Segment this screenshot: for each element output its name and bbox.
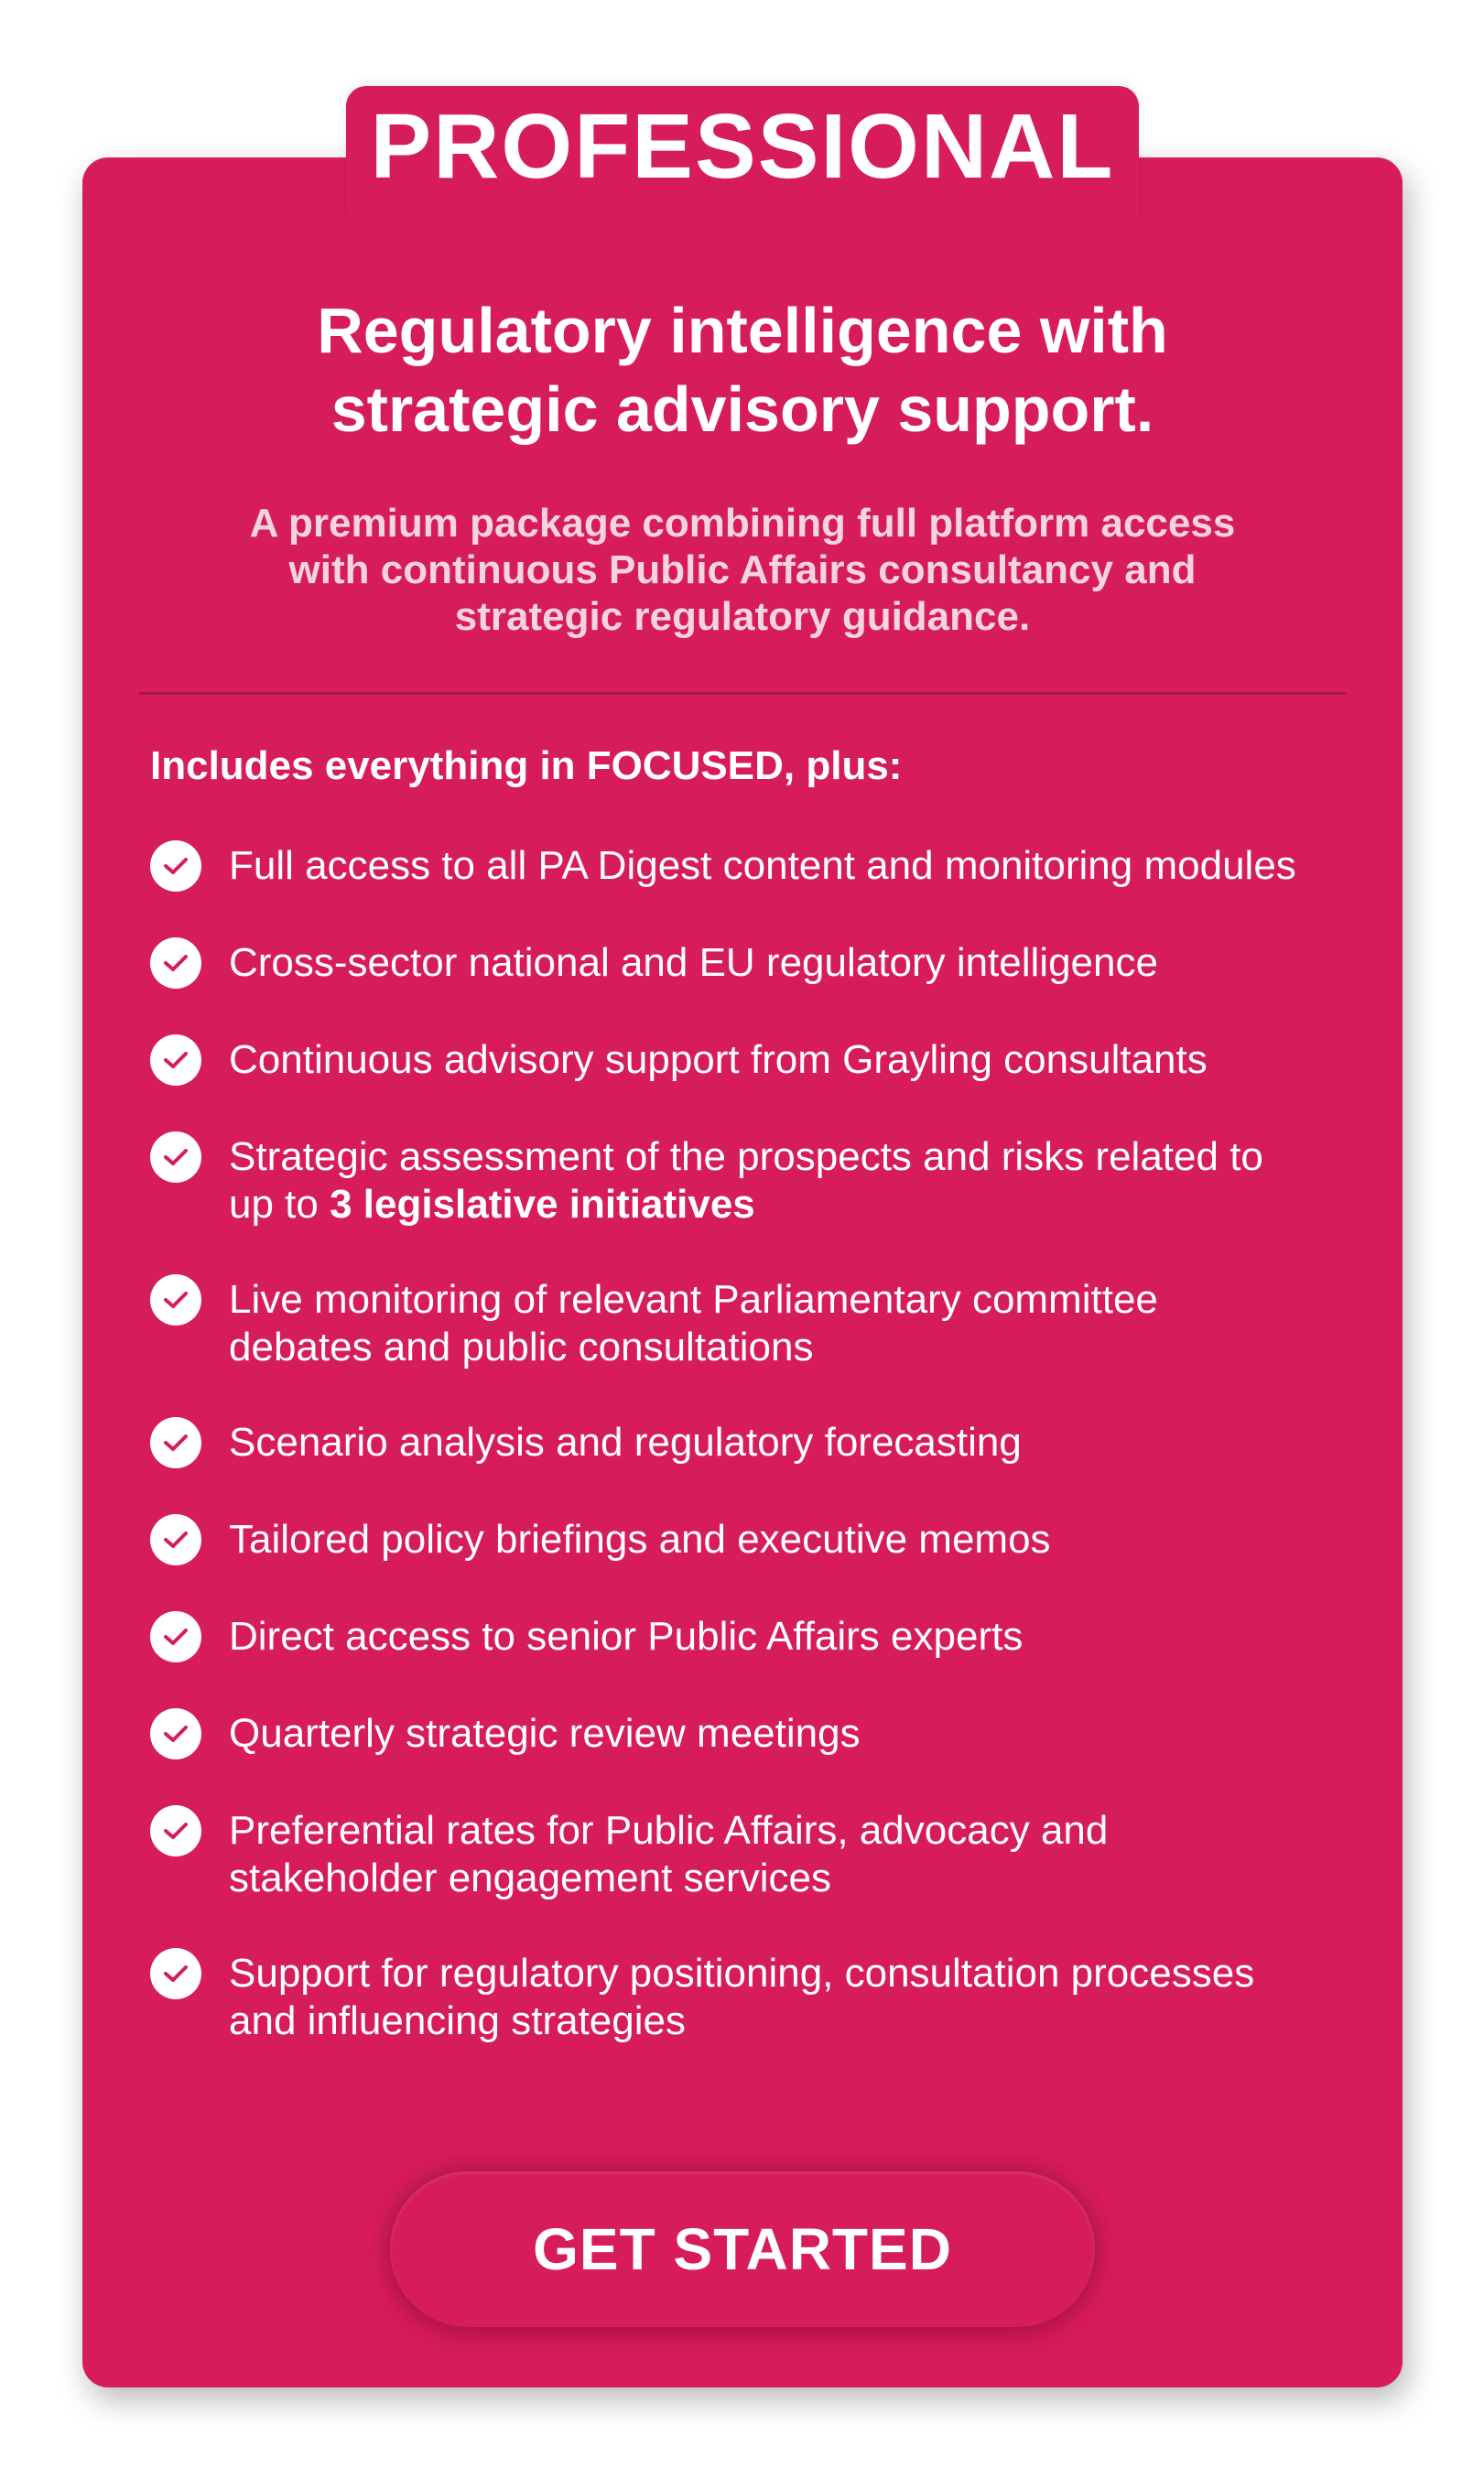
subtitle-line: strategic regulatory guidance. bbox=[454, 594, 1031, 639]
check-circle-icon bbox=[150, 1417, 201, 1468]
feature-item bbox=[150, 1419, 1377, 1468]
plan-tab bbox=[346, 86, 1139, 223]
feature-item bbox=[150, 1710, 1377, 1759]
feature-item bbox=[150, 939, 1377, 989]
plan-subtitle bbox=[192, 500, 1293, 640]
feature-text bbox=[229, 1516, 1051, 1564]
subtitle-line: A premium package combining full platform access bbox=[249, 501, 1236, 546]
feature-line bbox=[229, 1181, 1263, 1229]
feature-line: Direct access to senior Public Affairs experts bbox=[229, 1614, 1024, 1659]
feature-line: and influencing strategies bbox=[229, 1998, 686, 2043]
includes-label: Includes everything in FOCUSED, plus: bbox=[150, 743, 903, 788]
feature-text bbox=[229, 1419, 1022, 1467]
feature-item bbox=[150, 1133, 1377, 1229]
check-circle-icon bbox=[150, 1611, 201, 1662]
feature-text bbox=[229, 1276, 1158, 1371]
check-circle-icon bbox=[150, 840, 201, 892]
headline-line: strategic advisory support. bbox=[330, 373, 1154, 445]
feature-item bbox=[150, 1950, 1377, 2045]
feature-highlight: 3 legislative initiatives bbox=[330, 1182, 755, 1227]
feature-text bbox=[229, 1613, 1023, 1661]
check-circle-icon bbox=[150, 1131, 201, 1183]
feature-line: Cross-sector national and EU regulatory intelligence bbox=[229, 940, 1158, 985]
feature-text bbox=[229, 1807, 1108, 1902]
feature-line: Live monitoring of relevant Parliamentary committee bbox=[229, 1277, 1158, 1322]
check-circle-icon bbox=[150, 1514, 201, 1565]
feature-item bbox=[150, 1807, 1377, 1902]
feature-item bbox=[150, 1276, 1377, 1371]
check-circle-icon bbox=[150, 1805, 201, 1856]
feature-line: Continuous advisory support from Grayling consultants bbox=[229, 1037, 1208, 1082]
feature-line: stakeholder engagement services bbox=[229, 1856, 831, 1900]
feature-text bbox=[229, 1133, 1263, 1229]
feature-line: Strategic assessment of the prospects and risks related to bbox=[229, 1134, 1263, 1179]
feature-line: debates and public consultations bbox=[229, 1325, 814, 1369]
plan-headline bbox=[82, 291, 1403, 449]
subtitle-line: with continuous Public Affairs consultancy and bbox=[288, 547, 1197, 592]
feature-line: Full access to all PA Digest content and monitoring modules bbox=[229, 843, 1296, 888]
feature-line: Quarterly strategic review meetings bbox=[229, 1711, 861, 1756]
feature-text bbox=[229, 1036, 1208, 1084]
check-circle-icon bbox=[150, 1948, 201, 1999]
feature-text bbox=[229, 842, 1296, 890]
feature-line: Scenario analysis and regulatory forecasting bbox=[229, 1420, 1022, 1465]
feature-text bbox=[229, 939, 1158, 987]
check-circle-icon bbox=[150, 1708, 201, 1759]
feature-list bbox=[150, 842, 1377, 2093]
feature-line: Tailored policy briefings and executive memos bbox=[229, 1517, 1051, 1562]
headline-line: Regulatory intelligence with bbox=[317, 295, 1168, 366]
feature-text bbox=[229, 1710, 861, 1758]
feature-item bbox=[150, 1036, 1377, 1086]
feature-item bbox=[150, 1516, 1377, 1565]
check-circle-icon bbox=[150, 1034, 201, 1086]
feature-item bbox=[150, 1613, 1377, 1662]
feature-line-prefix: up to bbox=[229, 1182, 330, 1227]
check-circle-icon bbox=[150, 1274, 201, 1326]
feature-text bbox=[229, 1950, 1254, 2045]
plan-name: PROFESSIONAL bbox=[370, 95, 1115, 198]
feature-line: Support for regulatory positioning, consultation processes bbox=[229, 1951, 1255, 1996]
get-started-button[interactable]: GET STARTED bbox=[390, 2171, 1095, 2327]
feature-line: Preferential rates for Public Affairs, advocacy and bbox=[229, 1808, 1109, 1853]
feature-item bbox=[150, 842, 1377, 892]
check-circle-icon bbox=[150, 937, 201, 989]
divider bbox=[139, 692, 1346, 695]
